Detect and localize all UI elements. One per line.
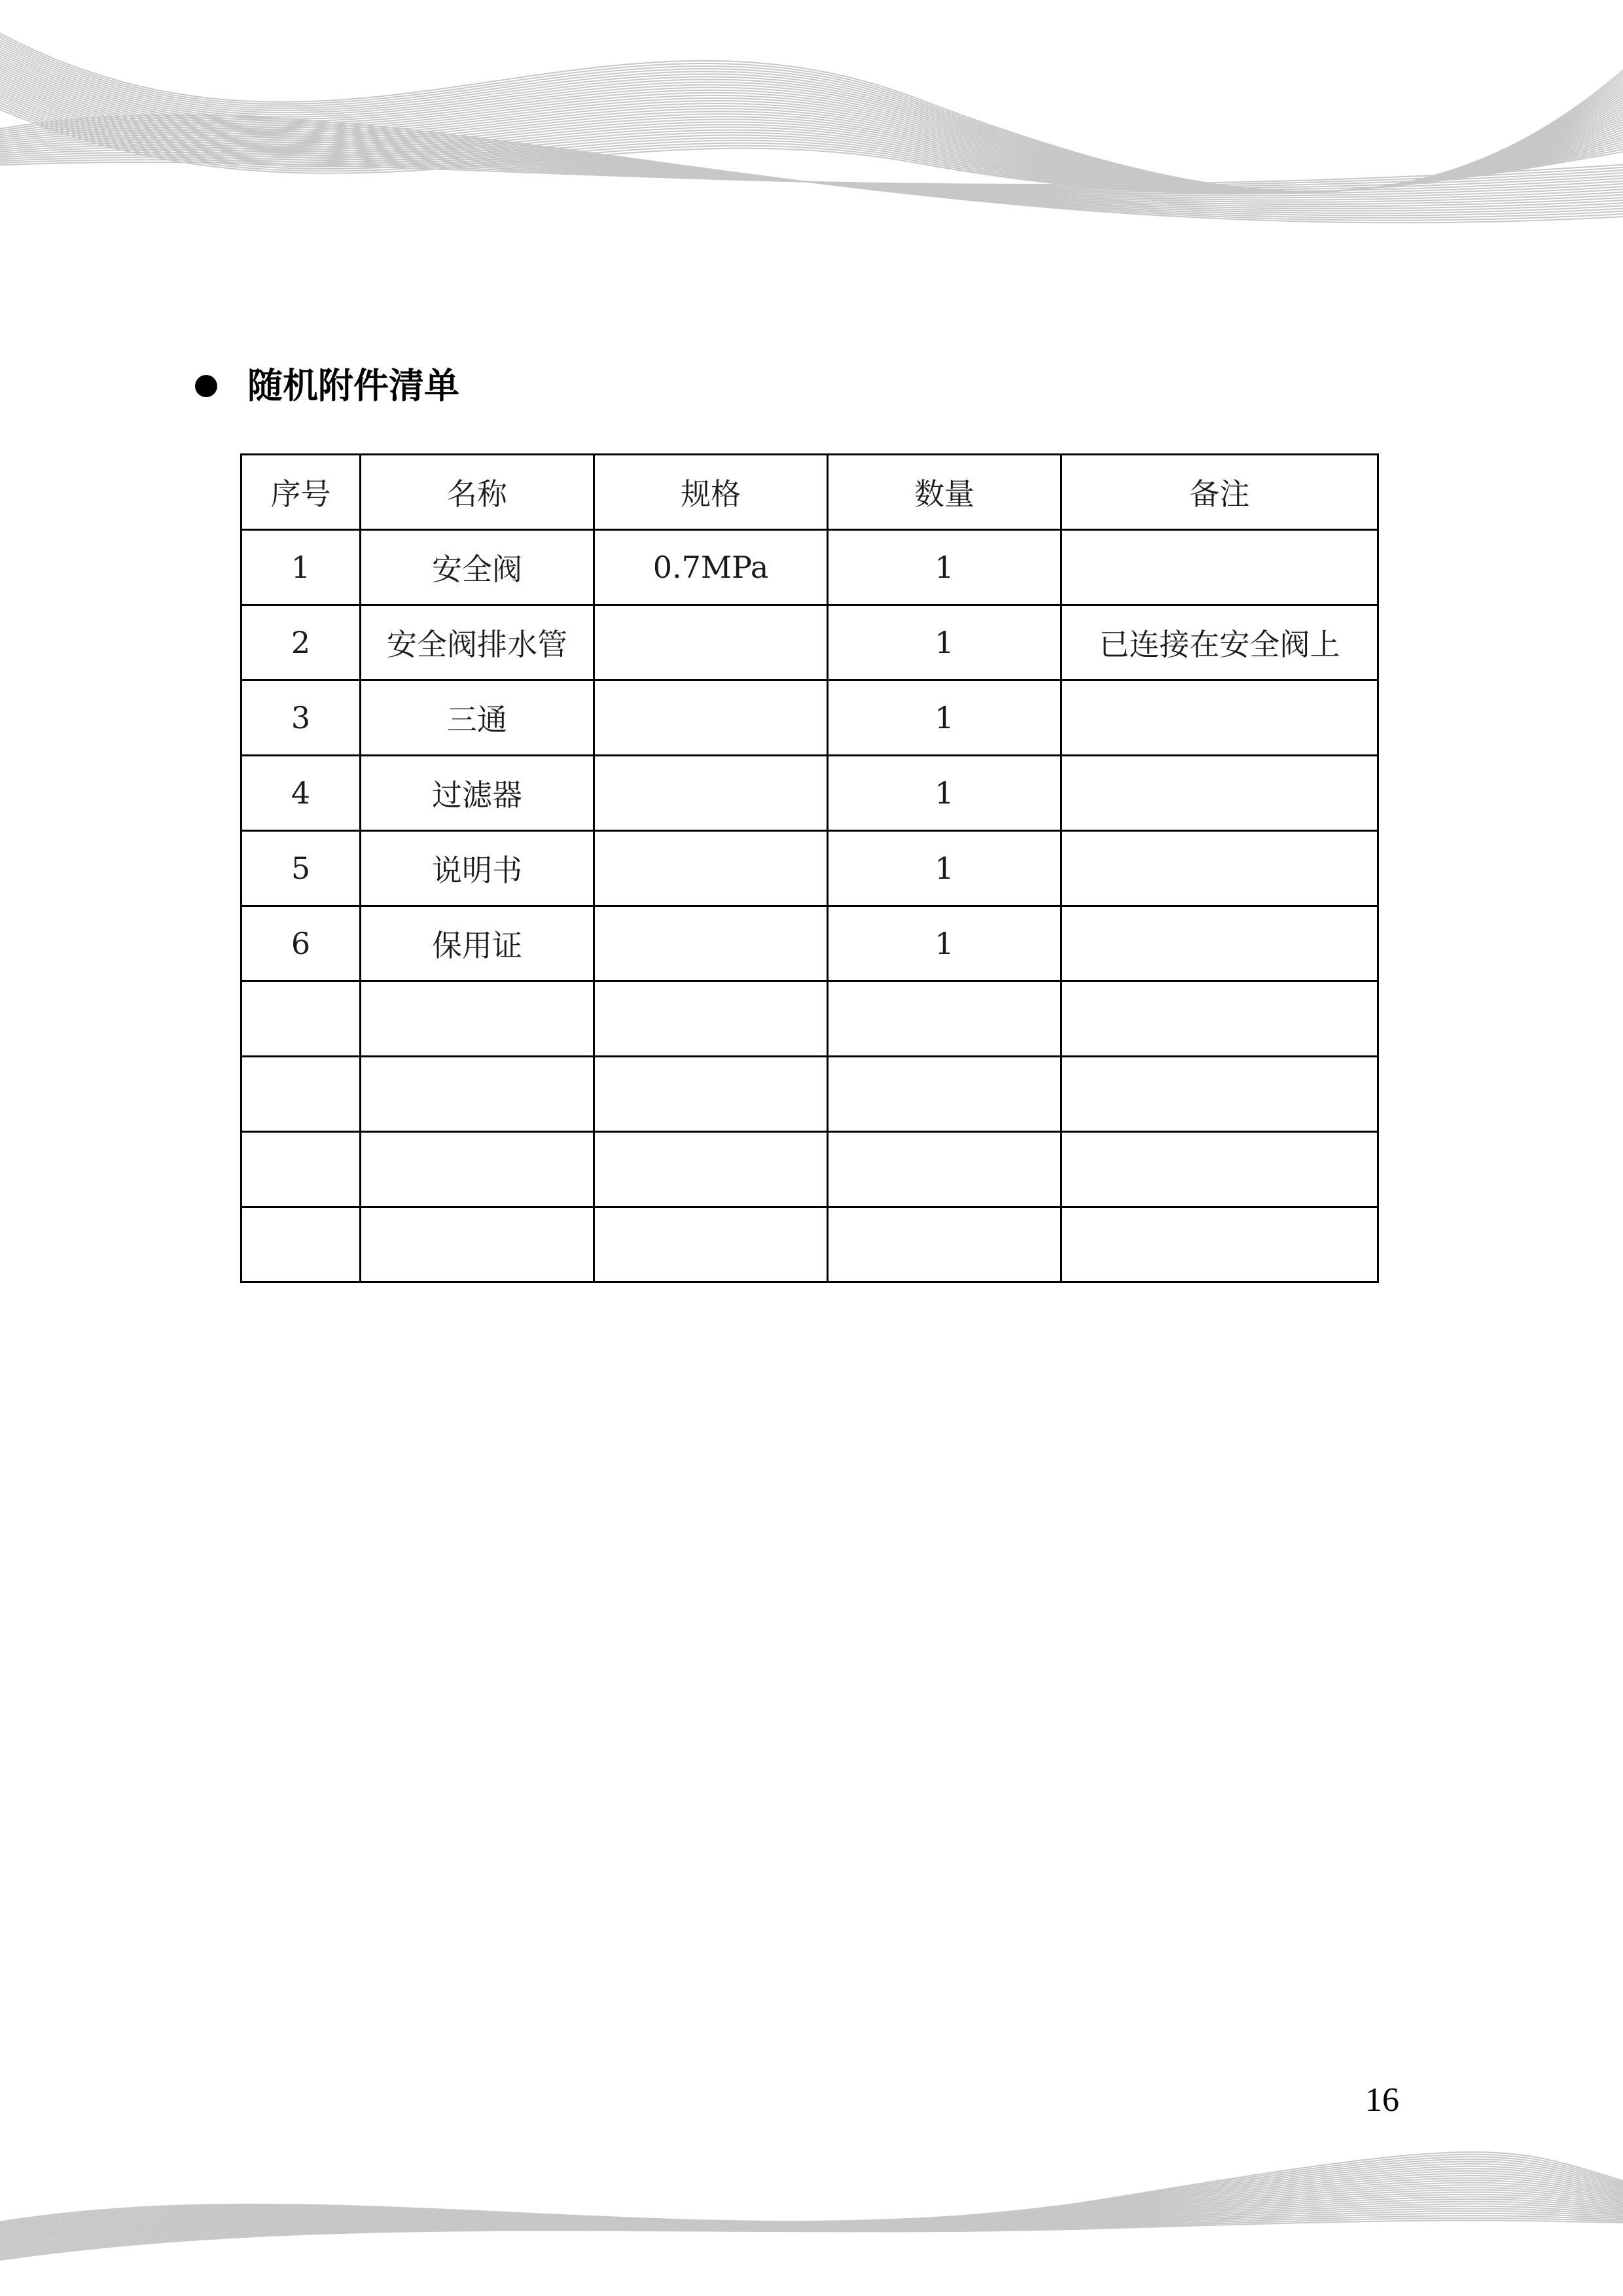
table-cell: 过滤器: [361, 756, 594, 831]
table-cell: 1: [828, 831, 1061, 906]
heading-title: 随机附件清单: [247, 365, 459, 406]
table-cell: [241, 1132, 361, 1207]
table-cell: [1061, 530, 1378, 605]
table-row-empty: [241, 1207, 1378, 1282]
table-row-empty: [241, 1132, 1378, 1207]
table-cell: 3: [241, 680, 361, 756]
table-cell: [594, 756, 828, 831]
table-row-empty: [241, 981, 1378, 1057]
header-cell: 数量: [828, 455, 1061, 530]
accessories-table: [240, 453, 1379, 1283]
table-cell: [594, 1207, 828, 1282]
table-cell: [594, 831, 828, 906]
table-cell: [361, 1057, 594, 1132]
table-cell: [241, 1057, 361, 1132]
header-cell: 规格: [594, 455, 828, 530]
table-row: [241, 680, 1378, 756]
table-cell: 4: [241, 756, 361, 831]
table-row: [241, 605, 1378, 680]
table-cell: [594, 680, 828, 756]
table-cell: 1: [828, 680, 1061, 756]
table-cell: [241, 1207, 361, 1282]
table-header-row: [241, 455, 1378, 530]
table-cell: [361, 981, 594, 1057]
table-cell: [828, 1132, 1061, 1207]
table-cell: 6: [241, 906, 361, 981]
header-cell: 备注: [1061, 455, 1378, 530]
table-cell: 5: [241, 831, 361, 906]
table-cell: 安全阀: [361, 530, 594, 605]
table-cell: [594, 981, 828, 1057]
table-cell: [594, 1132, 828, 1207]
table-cell: [1061, 756, 1378, 831]
header-cell: 名称: [361, 455, 594, 530]
table-cell: 1: [828, 605, 1061, 680]
table-cell: 三通: [361, 680, 594, 756]
table-cell: [594, 1057, 828, 1132]
table-cell: [594, 906, 828, 981]
table-cell: [1061, 1132, 1378, 1207]
table-cell: 1: [828, 756, 1061, 831]
table-cell: [594, 605, 828, 680]
bottom-wave-decoration: [0, 2126, 1623, 2296]
table-row: [241, 831, 1378, 906]
header-cell: 序号: [241, 455, 361, 530]
table-cell: [1061, 981, 1378, 1057]
wave-line: [0, 38, 1623, 192]
table-row: [241, 906, 1378, 981]
table-cell: 安全阀排水管: [361, 605, 594, 680]
table-row-empty: [241, 1057, 1378, 1132]
section-heading: [195, 363, 459, 409]
table-cell: [828, 1207, 1061, 1282]
table-cell: [828, 981, 1061, 1057]
table-cell: 说明书: [361, 831, 594, 906]
table-cell: 1: [828, 530, 1061, 605]
table-cell: [361, 1132, 594, 1207]
table-cell: [1061, 831, 1378, 906]
table-cell: 1: [828, 906, 1061, 981]
table-cell: 2: [241, 605, 361, 680]
top-wave-decoration: [0, 0, 1623, 288]
table-cell: 1: [241, 530, 361, 605]
page-number: 16: [1365, 2081, 1399, 2119]
table-cell: [1061, 680, 1378, 756]
bullet-icon: [195, 375, 217, 397]
table-cell: [1061, 1057, 1378, 1132]
table-cell: 已连接在安全阀上: [1061, 605, 1378, 680]
table-row: [241, 756, 1378, 831]
table-cell: 保用证: [361, 906, 594, 981]
table-cell: [828, 1057, 1061, 1132]
table-cell: [361, 1207, 594, 1282]
table-cell: [241, 981, 361, 1057]
table-cell: 0.7MPa: [594, 530, 828, 605]
table-cell: [1061, 906, 1378, 981]
table-row: [241, 530, 1378, 605]
table-cell: [1061, 1207, 1378, 1282]
